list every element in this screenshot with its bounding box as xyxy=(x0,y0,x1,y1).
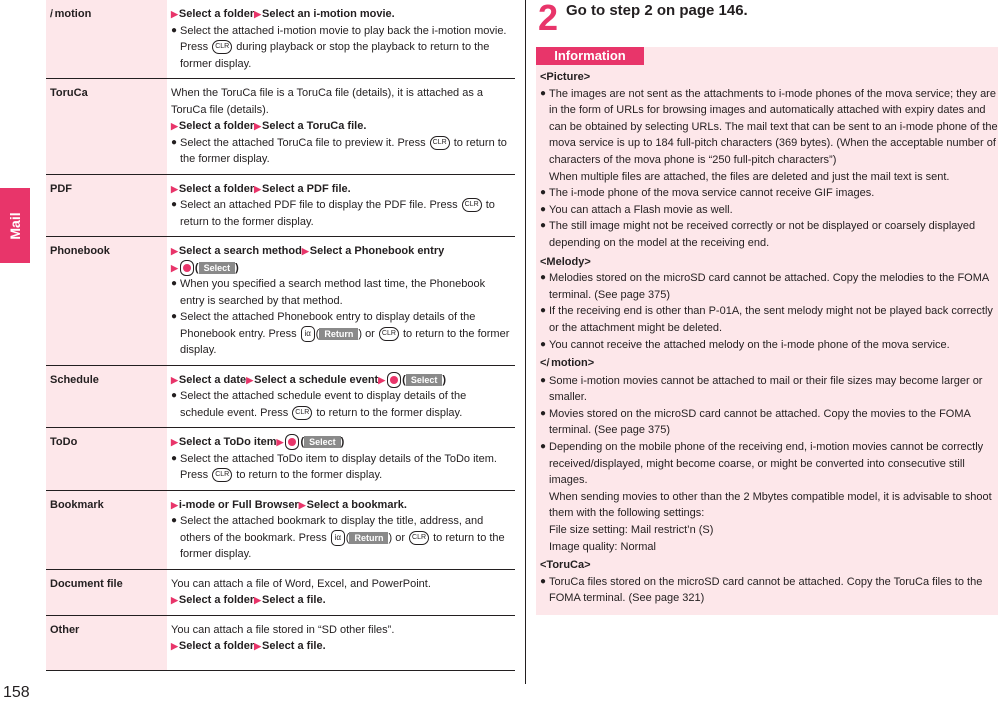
arrow-icon: ▶ xyxy=(254,121,262,131)
bullet-item: ● Select the attached schedule event to display details of the schedule event. Press CLR to return to the former display. xyxy=(171,388,511,421)
operation-path: ▶Select a folder▶Select a PDF file. xyxy=(171,181,511,198)
select-softkey-icon: Select xyxy=(406,374,443,386)
bullet-item: ● Select the attached ToruCa file to preview it. Press CLR to return to the former display. xyxy=(171,135,511,168)
table-row xyxy=(46,428,515,491)
bullet-item: ● Select the attached bookmark to display the title, address, and others of the bookmark. Press iα ( Return ) or CLR to return to the former display. xyxy=(171,513,511,563)
arrow-icon: ▶ xyxy=(171,183,178,194)
section-heading: <𝑖 motion> xyxy=(540,355,998,373)
bullet-item: ● The i-mode phone of the mova service cannot receive GIF images. xyxy=(540,185,998,202)
table-row xyxy=(46,0,515,79)
bullet-item: ● Select an attached PDF file to display the PDF file. Press CLR to return to the former display. xyxy=(171,197,511,230)
bullet-icon: ● xyxy=(171,390,178,401)
clr-key-icon: CLR xyxy=(462,198,482,212)
row-intro: You can attach a file of Word, Excel, and PowerPoint. xyxy=(171,577,431,590)
bullet-item: ● The images are not sent as the attachments to i-mode phones of the mova service; they are in the form of URLs for browsing images and automatically attached with expiry dates and can be obtained by selecting URLs. The mail text that can be sent to an i-mode phone of the mova service is up to 184 full-pitch characters (369 bytes). (When the acceptable number of characters of the mova phone is “250 full-pitch characters”) xyxy=(540,86,998,169)
center-key-icon xyxy=(285,434,299,450)
clr-key-icon: CLR xyxy=(212,40,232,54)
row-label: Other xyxy=(46,615,167,670)
bullet-item: ● You cannot receive the attached melody on the i-mode phone of the mova service. xyxy=(540,337,998,354)
bullet-icon: ● xyxy=(540,338,547,350)
step-number: 2 xyxy=(538,0,559,38)
arrow-icon: ▶ xyxy=(254,183,262,194)
arrow-icon: ▶ xyxy=(171,595,178,605)
bullet-icon: ● xyxy=(540,272,547,284)
operation-path: ▶i-mode or Full Browser▶Select a bookmark. xyxy=(171,497,511,514)
arrow-icon: ▶ xyxy=(298,499,306,510)
clr-key-icon: CLR xyxy=(409,531,429,545)
table-row xyxy=(46,490,515,569)
i-motion-icon: 𝑖 xyxy=(546,358,550,370)
bullet-icon: ● xyxy=(171,515,178,526)
bullet-icon: ● xyxy=(540,407,547,419)
row-label: Document file xyxy=(46,569,167,615)
bullet-icon: ● xyxy=(540,441,547,453)
row-label: ToruCa xyxy=(46,79,167,175)
bullet-item: ● When you specified a search method last time, the Phonebook entry is searched by that method. xyxy=(171,276,511,309)
bullet-item: ● If the receiving end is other than P-01A, the sent melody might not be played back correctly or the attachment might be deleted. xyxy=(540,303,998,336)
select-softkey-icon: Select xyxy=(199,262,236,274)
arrow-icon: ▶ xyxy=(171,121,178,131)
arrow-icon: ▶ xyxy=(171,499,178,510)
arrow-icon: ▶ xyxy=(171,437,178,447)
center-key-icon xyxy=(387,372,401,388)
i-appli-key-icon: iα xyxy=(301,326,315,342)
row-intro: When the ToruCa file is a ToruCa file (details), it is attached as a ToruCa file (details). xyxy=(171,87,484,116)
bullet-icon: ● xyxy=(540,220,547,232)
section-heading: <Picture> xyxy=(540,71,591,83)
bullet-item: ● The still image might not be received correctly or not be displayed or coarsely displayed depending on the model at the receiving end. xyxy=(540,218,998,251)
continuation-text: When sending movies to other than the 2 Mbytes compatible model, it is advisable to shoot them with the following settings: xyxy=(549,490,992,520)
continuation-text: When multiple files are attached, the files are deleted and just the mail text is sent. xyxy=(549,170,950,183)
clr-key-icon: CLR xyxy=(430,136,450,150)
i-motion-icon: 𝑖 xyxy=(50,9,53,20)
arrow-icon: ▶ xyxy=(254,9,262,19)
clr-key-icon: CLR xyxy=(379,327,399,341)
page-number: 158 xyxy=(3,684,30,701)
return-softkey-icon: Return xyxy=(349,532,388,544)
arrow-icon: ▶ xyxy=(301,246,309,256)
operation-path: ▶Select a folder▶Select a file. xyxy=(171,638,511,655)
select-softkey-icon: Select xyxy=(304,436,341,448)
bullet-icon: ● xyxy=(171,199,178,210)
information-box xyxy=(536,47,998,615)
arrow-icon: ▶ xyxy=(254,595,262,605)
row-intro: You can attach a file stored in “SD other files”. xyxy=(171,623,395,636)
operation-path: ▶Select a search method▶Select a Phonebook entry xyxy=(171,243,511,260)
row-label: Bookmark xyxy=(46,490,167,569)
arrow-icon: ▶ xyxy=(254,641,262,651)
side-tab xyxy=(0,188,30,263)
table-row xyxy=(46,365,515,428)
operation-path: ▶Select a folder▶Select an i-motion movie. xyxy=(171,6,511,23)
row-label: PDF xyxy=(46,174,167,237)
bullet-item: ● Select the attached ToDo item to display details of the ToDo item. Press CLR to return to the former display. xyxy=(171,451,511,484)
table-row xyxy=(46,615,515,670)
arrow-icon: ▶ xyxy=(246,374,254,385)
table-row xyxy=(46,569,515,615)
bullet-item: ● You can attach a Flash movie as well. xyxy=(540,202,998,219)
bullet-icon: ● xyxy=(540,203,547,215)
bullet-item: ● Select the attached Phonebook entry to display details of the Phonebook entry. Press iα ( Return ) or CLR to return to the former display. xyxy=(171,309,511,359)
table-row: Phonebook ▶Select a search method▶Select a Phonebook entry ▶ ( Select ) ● When you specified a search method last time, the Phonebook entry is searched by that method. ● Select the attached Phonebook entry to display details of the Phonebook entry. Press iα ( Return ) or CLR to return to the former display. xyxy=(46,237,515,366)
bullet-icon: ● xyxy=(540,575,547,587)
arrow-icon: ▶ xyxy=(378,374,386,385)
bullet-icon: ● xyxy=(171,311,178,322)
return-softkey-icon: Return xyxy=(319,328,358,340)
clr-key-icon: CLR xyxy=(212,468,232,482)
bullet-icon: ● xyxy=(540,374,547,386)
row-label: Schedule xyxy=(46,365,167,428)
bullet-item: ● ToruCa files stored on the microSD card cannot be attached. Copy the ToruCa files to the FOMA terminal. (See page 321) xyxy=(540,574,998,607)
operation-path: ▶Select a ToDo item▶ ( Select ) xyxy=(171,434,511,451)
row-label: Phonebook xyxy=(46,237,167,366)
clr-key-icon: CLR xyxy=(292,406,312,420)
row-label: motion xyxy=(54,8,92,20)
bullet-icon: ● xyxy=(540,305,547,317)
bullet-icon: ● xyxy=(540,87,547,99)
arrow-icon: ▶ xyxy=(171,246,178,256)
section-heading: <Melody> xyxy=(540,255,591,268)
bullet-item: ● Some i-motion movies cannot be attached to mail or their file sizes may become larger or smaller. xyxy=(540,373,998,406)
i-appli-key-icon: iα xyxy=(331,530,345,546)
operation-path: ▶Select a folder▶Select a file. xyxy=(171,592,511,609)
attachment-table xyxy=(46,0,515,671)
step-text: Go to step 2 on page 146. xyxy=(566,2,748,19)
bullet-icon: ● xyxy=(171,24,178,36)
arrow-icon: ▶ xyxy=(171,641,178,651)
section-heading: <ToruCa> xyxy=(540,559,591,572)
table-row xyxy=(46,174,515,237)
column-divider xyxy=(525,0,526,684)
bullet-icon: ● xyxy=(540,187,547,199)
operation-path: ▶Select a folder▶Select a ToruCa file. xyxy=(171,118,511,135)
row-label: ToDo xyxy=(46,428,167,491)
setting-line: File size setting: Mail restrict’n (S) xyxy=(549,524,714,537)
arrow-icon: ▶ xyxy=(276,437,284,447)
center-key-icon xyxy=(180,260,194,276)
bullet-item: ● Select the attached i-motion movie to play back the i-motion movie. Press CLR during playback or stop the playback to return to the former display. xyxy=(171,23,511,73)
setting-line: Image quality: Normal xyxy=(549,540,656,553)
bullet-item: ● Depending on the mobile phone of the receiving end, i-motion movies cannot be correctly received/displayed, might become coarse, or might be converted into consecutive still images. xyxy=(540,439,998,489)
operation-path: ▶Select a date▶Select a schedule event▶ ( Select ) xyxy=(171,372,511,389)
information-tag: Information xyxy=(536,47,644,65)
arrow-icon: ▶ xyxy=(171,9,178,19)
arrow-icon: ▶ xyxy=(171,374,178,385)
table-row xyxy=(46,79,515,175)
bullet-item: ● Melodies stored on the microSD card cannot be attached. Copy the melodies to the FOMA terminal. (See page 375) xyxy=(540,270,998,303)
bullet-item: ● Movies stored on the microSD card cannot be attached. Copy the movies to the FOMA terminal. (See page 375) xyxy=(540,406,998,439)
bullet-icon: ● xyxy=(171,278,178,289)
bullet-icon: ● xyxy=(171,136,178,148)
side-tab-label: Mail xyxy=(7,211,23,240)
arrow-icon: ▶ xyxy=(171,262,178,273)
bullet-icon: ● xyxy=(171,452,178,464)
